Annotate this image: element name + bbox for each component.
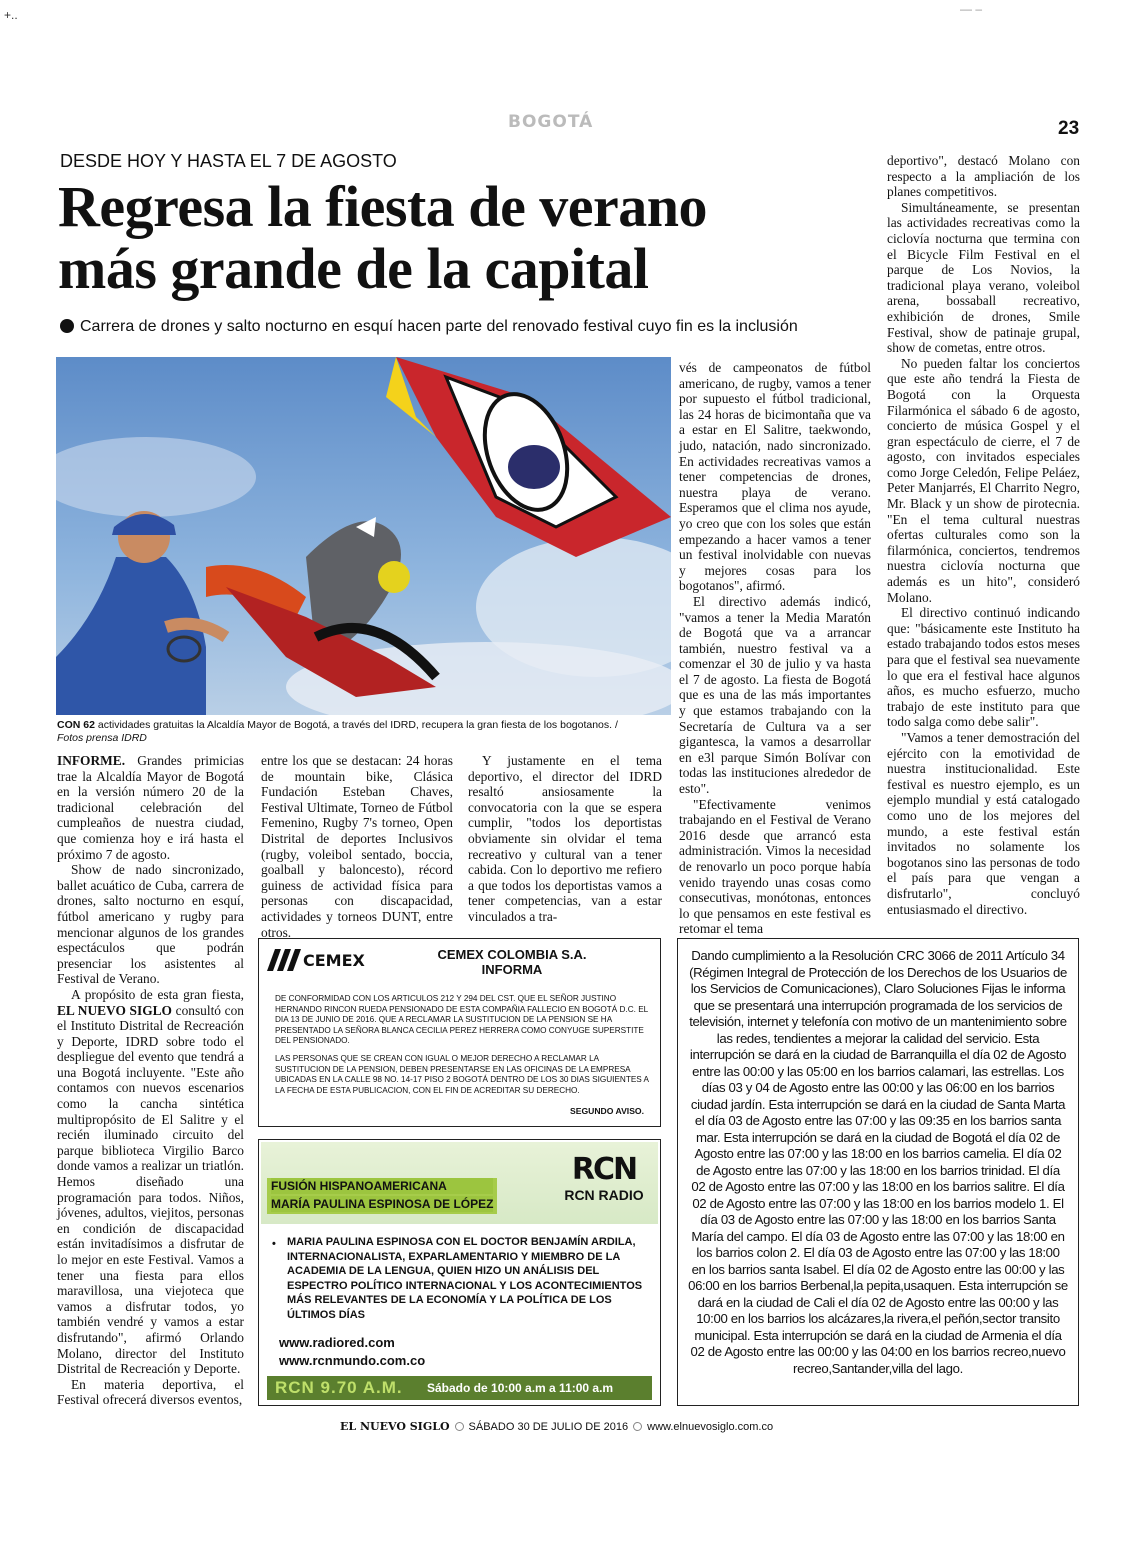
footer-date: SÁBADO 30 DE JULIO DE 2016 — [468, 1421, 629, 1433]
paragraph — [57, 987, 244, 1377]
rcn-urls — [279, 1334, 425, 1370]
article-column-3 — [468, 753, 662, 925]
cemex-paragraph-2: LAS PERSONAS QUE SE CREAN CON IGUAL O MEJOR DERECHO A RECLAMAR LA SUSTITUCION DE LA PENSION, DEBEN PRESENTARSE EN LAS OFICINAS DE LA EMPRESA UBICADAS EN LA CALLE 98 NO. 14-17 PISO 2 BOGOTÁ DENTRO DE LOS 30 DIAS SIGUIENTES A LA FECHA DE ESTA PUBLICACION, CON EL FIN DE ACREDITAR SU DERECHO. — [275, 1053, 649, 1095]
claro-notice-text: Dando cumplimiento a la Resolución CRC 3066 de 2011 Artículo 34 (Régimen Integral de Protección de los Derechos de los Usuarios de los Servicios de Comunicaciones), Claro Soluciones Fijas le informa que se presentará una interrupción programada de los servicios de televisión, internet y telefonía con motivo de un mantenimiento sobre las redes, tendientes a mejorar la calidad del servicio. Esta interrupción se dará en la ciudad de Barranquilla el día 02 de Agosto entre las 00:00 y las 05:00 en los barrios calamari, las estrellas. Los días 03 y 04 de Agosto entre las 00:00 y las 06:00 en los barrios ciudad jardín. Esta interrupción se dará en la ciudad de Santa Marta el día 03 de Agosto entre las 07:00 y las 09:35 en los barrios santa mar. Esta interrupción se dará en la ciudad de Bogotá el día 02 de Agosto entre las 07:00 y las 18:00 en los barrios camelia. El día 02 de Agosto entre las 07:00 y las 18:00 en los barrios trinidad. El día 02 de Agosto entre las 07:00 y las 18:00 en los barrios salitre. El día 02 de Agosto entre las 07:00 y las 18:00 en los barrios modelo 1. El día 03 de Agosto entre las 07:00 y las 18:00 en los barrios Santa María del campo. El día 03 de Agosto entre las 07:00 y las 18:00 en los barrios colon 2. El día 03 de Agosto entre las 07:00 y las 18:00 en los barrios santa Isabel. El día 02 de Agosto entre las 00:00 y las 06:00 en los barrios Berbenal,la pepita,usaquen. Esta interrupción se dará en la ciudad de Cali el día 02 de Agosto entre las 00:00 y las 10:00 en los barrios los alcázares,la rivera,el peñón,sector transito municipal. Esta interrupción se dará en la ciudad de Armenia el día 02 de Agosto entre las 00:00 y las 04:00 en los barrios recreo,nuevo recreo,Santander,villa del lago. — [688, 948, 1068, 1376]
paragraph: vés de campeonatos de fútbol americano, de rugby, vamos a tener por supuesto el fútbol tradicional, las 24 horas de bicimontaña que va a estar en El Salitre, taekwondo, judo, natación, nado sincronizado. En actividades recreativas vamos a tener competencias de drones, nuestra playa de verano. Esperamos que el clima nos ayude, yo creo que con los soles que están empezando a hacer vamos a tener un festival inolvidable con nuevas y mejores cosas para los bogotanos", afirmó. — [679, 360, 871, 594]
cemex-logo-icon — [267, 949, 301, 971]
article-headline — [58, 176, 858, 300]
rcn-description — [272, 1235, 652, 1322]
rcn-program-title — [267, 1178, 497, 1214]
caption-lead: CON 62 — [57, 719, 95, 731]
cemex-legal-notice — [258, 938, 661, 1127]
cemex-header — [267, 947, 652, 979]
article-column-1 — [57, 753, 244, 1408]
paragraph: deportivo", destacó Molano con respecto a la ampliación de los planes competitivos. — [887, 153, 1080, 200]
dateline: INFORME. — [57, 753, 126, 768]
paragraph — [57, 753, 244, 862]
paragraph: No pueden faltar los conciertos que este año tendrá la Fiesta de Bogotá con la Orquesta Filarmónica el sábado 6 de agosto, concierto de música Gospel y el gran espectáculo de cierre, el 7 de agosto, con invitados especiales como Jorge Celedón, Felipe Peláez, Peter Manjarrés, El Charrito Negro, Mr. Black y un show de pirotecnia. "En el tema cultural nuestras ofertas culturales como son la filarmónica, conciertos, tendremos nuestra ciclovía nocturna que además es un hito", consideró Molano. — [887, 355, 1080, 605]
bullet-icon — [60, 319, 74, 333]
kite-photo-illustration — [56, 357, 671, 715]
headline-line-2: más grande de la capital — [58, 236, 649, 301]
rcn-program-line-2: MARÍA PAULINA ESPINOSA DE LÓPEZ — [271, 1197, 494, 1211]
subhead-text: Carrera de drones y salto nocturno en esquí hacen parte del renovado festival cuyo fin es la inclusión — [80, 318, 798, 335]
paragraph-text: A propósito de esta gran fiesta, — [71, 986, 244, 1002]
separator-icon — [633, 1422, 642, 1431]
paragraph: Y justamente en el tema deportivo, el director del IDRD resaltó ansiosamente la convocatoria con la que se espera cumplir, "todos los deportistas obviamente sin olvidar el tema recreativo y cultural van a tener cabida. Con lo deportivo me refiero a que todos los deportistas vamos a tener competencias, van a estar vinculados a tra- — [468, 753, 662, 924]
paragraph: El directivo continuó indicando que: "básicamente este Instituto ha estado trabajando todos estos meses para que el festival sea nuevamente lo que era el festival hace algunos años, es mucho esfuerzo, mucho trabajo de este instituto para que todo salga como debe salir". — [887, 605, 1080, 730]
rcn-banner — [261, 1142, 658, 1224]
rcn-logo-label: RCN RADIO — [564, 1187, 644, 1203]
rcn-logo-mark: RCN — [571, 1152, 637, 1187]
paragraph-text: consultó con el Instituto Distrital de Recreación y Deporte, IDRD sobre todo el despliegue del evento que tendrá a una Bogotá incluyente. "Este año contamos con nuevos escenarios como la cancha sintética multipropósito de El Salitre y el recién iluminado circuito del parque biblioteca Virgilio Barco donde vamos a realizar un triatlón. Hemos diseñado una programación para todos. Niños, jóvenes, adultos, viejitos, personas en condición de discapacidad están invitadísimos a disfrutar de lo mejor en este Festival. Vamos a tener una fiesta para ellos maravillosa, una viejoteca que vamos a disfrutar todos, yo también vendré y vamos a estar disfrutando", afirmó Orlando Molano, director del Instituto Distrital de Recreación y Deporte. — [57, 1002, 244, 1377]
page-footer — [340, 1420, 773, 1433]
rcn-radio-ad — [258, 1139, 661, 1406]
article-photo — [56, 357, 671, 715]
publication-name: EL NUEVO SIGLO — [57, 1002, 172, 1018]
cemex-logo — [267, 949, 365, 971]
rcn-program-line-1: FUSIÓN HISPANOAMERICANA — [271, 1178, 493, 1194]
article-column-2 — [261, 753, 453, 940]
paragraph: "Efectivamente venimos trabajando en el Festival de Verano 2016 desde que arrancó esta administración. Vimos la necesidad de renovarlo un poco porque había venido trayendo unas cosas como consecutivas, monótonas, entonces lo que pensamos en este festival es retomar el tema — [679, 796, 871, 937]
separator-icon — [455, 1422, 464, 1431]
paragraph: entre los que se destacan: 24 horas de mountain bike, Clásica Fundación Esteban Chaves, Festival Ultimate, Torneo de Fútbol Femenino, Rugby 7's torneo, Open Distrital de deportes Inclusivos (rugby, voleibol sentado, boccia, goalball y baloncesto), récord guiness de actividad física para personas con discapacidad, actividades y torneos DUNT, entre otros. — [261, 753, 453, 940]
rcn-schedule-bar — [267, 1376, 652, 1400]
article-column-4 — [679, 360, 871, 937]
rcn-url-1[interactable]: www.radiored.com — [279, 1335, 395, 1350]
page-number: 23 — [1058, 118, 1080, 139]
headline-line-1: Regresa la fiesta de verano — [58, 174, 708, 239]
rcn-logo — [560, 1152, 648, 1203]
footer-brand: EL NUEVO SIGLO — [340, 1420, 450, 1433]
paragraph-text: Grandes primicias trae la Alcaldía Mayor de Bogotá en la versión número 20 de la tradicional celebración del cumpleaños de nuestra ciudad, que comienza hoy e irá hasta el próximo 7 de agosto. — [57, 753, 244, 862]
caption-credit: Fotos prensa IDRD — [57, 732, 147, 744]
cemex-title-line-1: CEMEX COLOMBIA S.A. — [437, 947, 587, 962]
paragraph: "Vamos a tener demostración del ejército con la emotividad de nuestra institucionalidad. Este festival es nuestro ejemplo, es un ejemplo mundial y está catalogado como uno de los mejores del mundo, a este festival están invitados no solamente los bogotanos sino las personas de todo el país para que vengan a disfrutarlo", concluyó entusiasmado el directivo. — [887, 729, 1080, 917]
cemex-notice-label: SEGUNDO AVISO. — [569, 1106, 644, 1116]
article-column-5 — [887, 153, 1080, 917]
rcn-url-2[interactable]: www.rcnmundo.com.co — [279, 1353, 426, 1368]
cemex-body — [275, 994, 650, 1103]
article-subhead — [60, 318, 870, 336]
cemex-logo-text: CEMEX — [303, 951, 365, 970]
caption-text: actividades gratuitas la Alcaldía Mayor de Bogotá, a través del IDRD, recupera la gran fiesta de los bogotanos. / — [94, 719, 618, 731]
cemex-title-line-2: INFORMA — [481, 962, 543, 977]
photo-caption — [57, 719, 677, 745]
paragraph: Show de nado sincronizado, ballet acuático de Cuba, carrera de drones, salto nocturno en esquí, fútbol americano y rugby para mencionar algunos de los grandes espectáculos que podrán presenciar los asistentes al Festival de Verano. — [57, 862, 244, 987]
rcn-frequency: RCN 9.70 A.M. — [275, 1378, 403, 1397]
paragraph: En materia deportiva, el Festival ofrecerá diversos eventos, — [57, 1376, 244, 1408]
paragraph: Simultáneamente, se presentan las actividades recreativas como la ciclovía nocturna que termina con el Bicycle Film Festival en el parque de Los Novios, la tradicional playa verano, voleibol arena, bossaball recreativo, exhibición de drones, Smile Festival, show de patinaje grupal, show de cometas, entre otros. — [887, 199, 1080, 356]
paragraph: El directivo además indicó, "vamos a tener la Media Maratón de Bogotá que va a arrancar también, nuestro festival va a comenzar el 30 de julio y va hasta el 7 de agosto. La fiesta de Bogotá que es una de las más importantes y que estamos trabajando con la Secretaría de Cultura va a ser gigantesca, la vamos a desarrollar en e3l parque Simón Bolívar con todas las instituciones alrededor de esto". — [679, 593, 871, 797]
bullet-icon: • — [272, 1238, 276, 1250]
scan-mark-top-right: — – — [960, 2, 983, 16]
scan-mark-top-left: +.. — [4, 8, 18, 22]
claro-service-notice — [677, 938, 1079, 1406]
section-label: BOGOTÁ — [508, 112, 594, 132]
cemex-paragraph-1: DE CONFORMIDAD CON LOS ARTICULOS 212 Y 294 DEL CST. QUE EL SEÑOR JUSTINO HERNANDO RINCON RUEDA PENSIONADO DE ESTA COMPAÑIA FALLECIO EN BOGOTÁ D.C. EL DIA 13 DE JUNIO DE 2016. QUE A RECLAMAR LA SUSTITUCION DE LA PENSION SE HA PRESENTADO LA SEÑORA BLANCA CECILIA PEREZ HERRERA COMO CONYUGE SUPERSTITE DEL PENSIONADO. — [275, 994, 648, 1046]
rcn-schedule: Sábado de 10:00 a.m a 11:00 a.m — [427, 1381, 614, 1395]
cemex-title — [377, 947, 647, 977]
footer-url[interactable]: www.elnuevosiglo.com.co — [647, 1421, 774, 1433]
article-kicker: DESDE HOY Y HASTA EL 7 DE AGOSTO — [60, 151, 397, 171]
rcn-description-text: MARIA PAULINA ESPINOSA CON EL DOCTOR BENJAMÍN ARDILA, INTERNACIONALISTA, EXPARLAMENTARIO Y MIEMBRO DE LA ACADEMIA DE LA LENGUA, QUIEN HIZO UN ANÁLISIS DEL ESPECTRO POLÍTICO INTERNACIONAL Y LOS ACONTECIMIENTOS MÁS RELEVANTES DE LA ECONOMÍA Y LA POLÍTICA DE LOS ÚLTIMOS DÍAS — [287, 1236, 643, 1321]
